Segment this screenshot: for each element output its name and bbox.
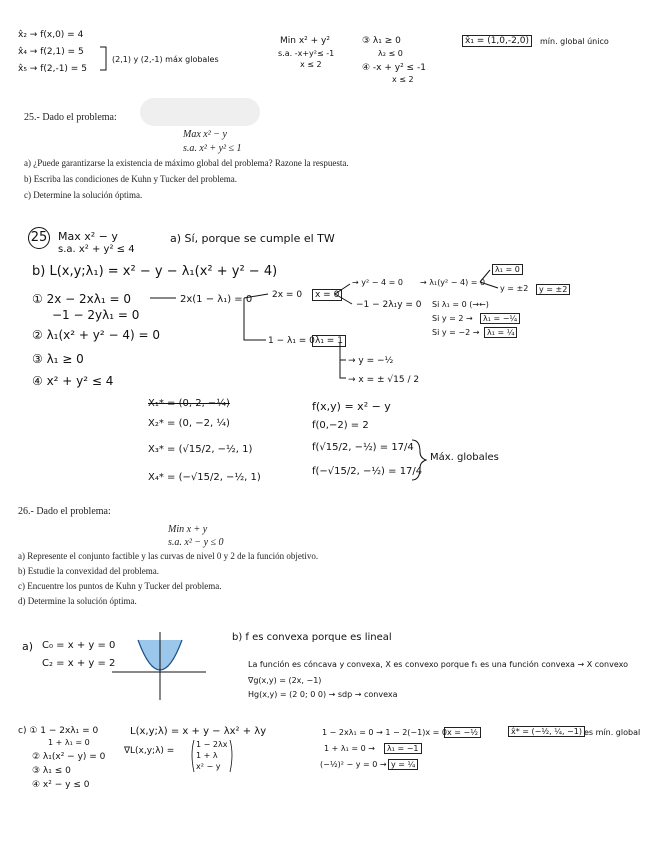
- s25-f2: f(√15/2, −½) = 17/4: [312, 442, 414, 453]
- s26-b2: La función es cóncava y convexa, X es convexo porque f₁ es una función convexa → X convexo: [248, 660, 628, 669]
- arrow-to-h1: [335, 294, 352, 304]
- s25-eq2: ② λ₁(x² + y² − 4) = 0: [32, 328, 160, 342]
- s26-k1-box: x = −½: [444, 727, 481, 738]
- s25-eq3: ③ λ₁ ≥ 0: [32, 352, 84, 366]
- s25-h4-box: λ₁ = ¼: [484, 327, 517, 338]
- s25-g5-box: y = ±2: [536, 284, 570, 295]
- s26-k3: (−½)² − y = 0 →: [320, 760, 387, 769]
- arrow-to-lambda: [244, 298, 266, 340]
- s25-branch-l-box: λ₁ = 1: [312, 335, 346, 347]
- top-c4b: x ≤ 2: [392, 75, 414, 84]
- s26-c0: C₀ = x + y = 0: [42, 640, 116, 651]
- s25-max: Max x² − y: [58, 230, 118, 243]
- p25-heading: 25.- Dado el problema:: [24, 112, 117, 123]
- s25-f3: f(−√15/2, −½) = 17/4: [312, 466, 423, 477]
- p26-question-d: d) Determine la solución óptima.: [18, 596, 137, 606]
- s25-branch-l: 1 − λ₁ = 0: [268, 336, 315, 346]
- s26-c3x: ③ λ₁ ≤ 0: [32, 766, 71, 776]
- p25-question-b: b) Escriba las condiciones de Kuhn y Tucker del problema.: [24, 174, 237, 184]
- grad-right-paren: [230, 740, 232, 772]
- s26-c1b: 1 + λ₁ = 0: [48, 738, 90, 747]
- s25-h4: Si y = −2 →: [432, 328, 480, 337]
- top-x2: x̂₂ → f(x,0) = 4: [18, 30, 84, 40]
- s25-x3: X₃* = (√15/2, −½, 1): [148, 444, 253, 455]
- s26-k3-box: y = ¼: [388, 759, 418, 770]
- top-max-global: (2,1) y (2,-1) máx globales: [112, 55, 219, 64]
- s25-eq1b: −1 − 2yλ₁ = 0: [52, 308, 140, 322]
- s26-k2-box: λ₁ = −1: [384, 743, 422, 754]
- top-x4: x̂₄ → f(2,1) = 5: [18, 47, 84, 57]
- s26-k1: 1 − 2xλ₁ = 0 → 1 − 2(−1)x = 0: [322, 728, 447, 737]
- top-solution-box: x̂₁ = (1,0,-2,0): [462, 35, 532, 47]
- s25-max-global: Máx. globales: [430, 452, 499, 463]
- p26-question-b: b) Estudie la convexidad del problema.: [18, 566, 159, 576]
- s25-h3-box: λ₁ = −¼: [480, 313, 520, 324]
- arrow-to-x: [244, 294, 268, 298]
- s25-g3-box: λ₁ = 0: [492, 264, 523, 275]
- arrow-to-g3: [480, 270, 490, 282]
- s26-a-label: a): [22, 640, 34, 653]
- s26-c4x: ④ x² − y ≤ 0: [32, 780, 90, 790]
- s25-brace: [412, 440, 426, 480]
- arrow-to-g4: [480, 282, 498, 288]
- s25-lagrangian: b) L(x,y;λ₁) = x² − y − λ₁(x² + y² − 4): [32, 264, 278, 279]
- s25-g4: y = ±2: [500, 284, 529, 293]
- s26-c2: C₂ = x + y = 2: [42, 658, 116, 669]
- p25-constraint: s.a. x² + y² ≤ 1: [183, 143, 242, 154]
- p25-objective: Max x² − y: [183, 129, 227, 140]
- top-mid-st: s.a. -x+y²≤ -1: [278, 49, 335, 58]
- s26-grad-label: ∇L(x,y;λ) =: [124, 746, 175, 756]
- s25-f: f(x,y) = x² − y: [312, 400, 391, 413]
- s25-g1: → y² − 4 = 0: [352, 278, 403, 287]
- s25-number: 25: [28, 226, 50, 249]
- p26-heading: 26.- Dado el problema:: [18, 506, 111, 517]
- top-c4: ④ -x + y² ≤ -1: [362, 63, 426, 73]
- s25-branch-x: 2x = 0: [272, 290, 303, 300]
- s25-answer-a: a) Sí, porque se cumple el TW: [170, 232, 335, 245]
- s25-h3: Si y = 2 →: [432, 314, 473, 323]
- s26-b: b) f es convexa porque es lineal: [232, 632, 392, 643]
- s25-y-half: → y = −½: [348, 356, 394, 366]
- s25-x-root: → x = ± √15 / 2: [348, 375, 420, 385]
- s25-branch-x-box: x = 0: [312, 289, 342, 301]
- s26-lagrangian: L(x,y;λ) = x + y − λx² + λy: [130, 726, 267, 737]
- s26-c1: c) ① 1 − 2xλ₁ = 0: [18, 726, 99, 736]
- s25-g2: → λ₁(y² − 4) = 0: [420, 278, 486, 287]
- top-mid-le: x ≤ 2: [300, 60, 322, 69]
- top-c3: ③ λ₁ ≥ 0: [362, 36, 401, 46]
- p26-constraint: s.a. x² − y ≤ 0: [168, 537, 224, 548]
- s26-graph: [112, 632, 206, 700]
- s25-eq4: ④ x² + y² ≤ 4: [32, 374, 114, 388]
- p26-objective: Min x + y: [168, 524, 208, 535]
- s26-c2x: ② λ₁(x² − y) = 0: [32, 752, 106, 762]
- p26-question-a: a) Represente el conjunto factible y las curvas de nivel 0 y 2 de la función objetivo.: [18, 551, 319, 561]
- p25-question-c: c) Determine la solución óptima.: [24, 190, 143, 200]
- s25-eq1: ① 2x − 2xλ₁ = 0: [32, 292, 131, 306]
- s25-x2: X₂* = (0, −2, ¼): [148, 418, 230, 429]
- grad-left-paren: [192, 740, 194, 772]
- s25-f1: f(0,−2) = 2: [312, 420, 369, 431]
- s25-factor: 2x(1 − λ₁) = 0: [180, 294, 253, 305]
- s26-grad-3: x² − y: [196, 762, 221, 771]
- s26-final-text: es mín. global: [584, 728, 641, 737]
- s26-grad-1: 1 − 2λx: [196, 740, 228, 749]
- top-solution-text: mín. global único: [540, 37, 609, 46]
- s25-h2: Si λ₁ = 0 (→←): [432, 300, 489, 309]
- s26-grad-2: 1 + λ: [196, 751, 218, 760]
- top-x5: x̂₅ → f(2,-1) = 5: [18, 64, 87, 74]
- top-bracket: [100, 47, 106, 70]
- s25-x4: X₄* = (−√15/2, −½, 1): [148, 472, 261, 483]
- top-mid-title: Min x² + y²: [280, 36, 330, 46]
- arrow-to-g1: [335, 284, 350, 294]
- s26-b3: ∇g(x,y) = (2x, −1): [248, 676, 322, 685]
- top-c3b: λ₂ ≤ 0: [378, 49, 403, 58]
- s25-x1: X₁* = (0, 2, −¼): [148, 398, 230, 409]
- s25-st: s.a. x² + y² ≤ 4: [58, 244, 135, 255]
- s25-h1: −1 − 2λ₁y = 0: [356, 300, 422, 310]
- s26-b4: Hg(x,y) = (2 0; 0 0) → sdp → convexa: [248, 690, 398, 699]
- s26-final-box: x̂* = (−½, ¼, −1): [508, 726, 585, 737]
- s26-k2: 1 + λ₁ = 0 →: [324, 744, 375, 753]
- p25-question-a: a) ¿Puede garantizarse la existencia de máximo global del problema? Razone la respuesta.: [24, 158, 349, 168]
- p26-question-c: c) Encuentre los puntos de Kuhn y Tucker del problema.: [18, 581, 222, 591]
